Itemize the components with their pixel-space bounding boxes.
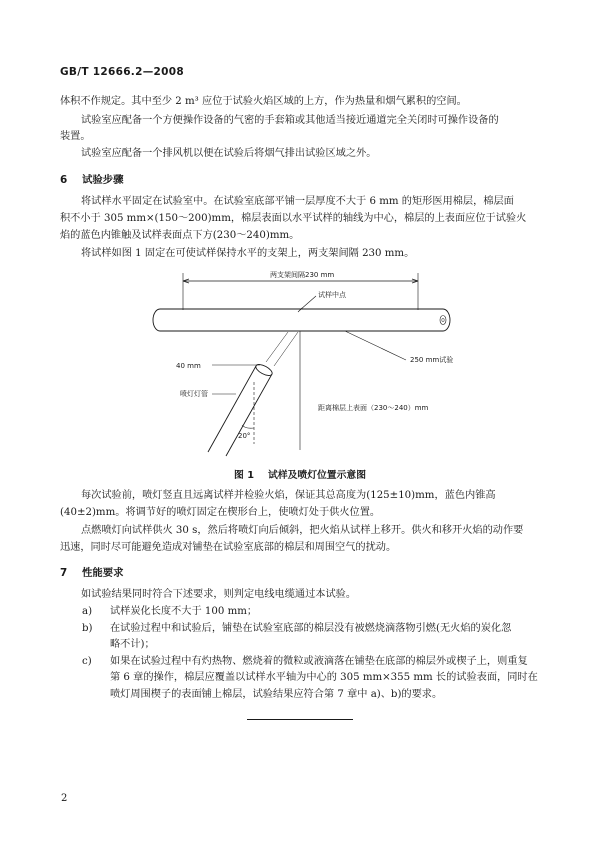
after-figure-para2-line-1: 点燃喷灯向试样供火 30 s，然后将喷灯向后倾斜，把火焰从试样上移开。供火和移开火焰的动作要 (81, 525, 524, 536)
specimen-leader (345, 331, 406, 360)
document-header: GB/T 12666.2—2008 (60, 66, 184, 78)
after-figure-para2-line-2: 迅速，同时尽可能避免造成对铺垫在试验室底部的棉层和周围空气的扰动。 (60, 542, 397, 553)
item-a-line-1: 试样炭化长度不大于 100 mm； (110, 606, 258, 617)
section-6-para2: 将试样如图 1 固定在可使试样保持水平的支架上，两支架间隔 230 mm。 (81, 248, 415, 259)
end-rule (247, 719, 353, 720)
item-c-mark: c) (82, 656, 92, 667)
section-6-para1-line-3: 焰的蓝色内锥触及试样表面点下方(230～240)mm。 (60, 230, 300, 241)
section-7-title: 性能要求 (82, 567, 124, 579)
figure-1-caption (0, 467, 600, 481)
midpoint-label: 试样中点 (318, 291, 346, 299)
length40-label: 40 mm (176, 362, 201, 370)
midpoint-leader (300, 296, 316, 310)
intro-para2-line-2: 装置。 (60, 131, 91, 142)
item-a-mark: a) (82, 606, 93, 617)
section-7-number: 7 (60, 567, 68, 579)
burner-label: 喷灯灯管 (180, 390, 208, 398)
specimen-tube (153, 309, 450, 331)
intro-para3: 试验室应配备一个排风机以便在试验后将烟气排出试验区域之外。 (81, 148, 377, 159)
span-label: 两支架间隔230 mm (270, 271, 335, 279)
intro-line-1: 体积不作规定。其中至少 2 m³ 应位于试验火焰区域的上方，作为热量和烟气累积的空间。 (60, 96, 467, 107)
figure-1-diagram (0, 262, 600, 462)
section-7-intro: 如试验结果同时符合下述要求，则判定电线电缆通过本试验。 (81, 589, 357, 600)
section-6-heading (60, 171, 124, 186)
figure-number: 图 1 (234, 470, 255, 481)
burner-tube (208, 362, 274, 456)
flame-guide-1 (266, 332, 288, 362)
angle-label: 20° (238, 432, 251, 440)
section-6-para1-line-1: 将试样水平固定在试验室中。在试验室底部平铺一层厚度不大于 6 mm 的矩形医用棉层，棉层面 (81, 196, 514, 207)
specimen-end-mark (440, 316, 446, 325)
item-c-line-3: 喷灯周围楔子的表面铺上棉层，试验结果应符合第 7 章中 a)、b)的要求。 (110, 689, 443, 700)
flame-guide-2 (274, 332, 298, 366)
figure-title: 试样及喷灯位置示意图 (268, 470, 366, 481)
page-number: 2 (61, 793, 68, 804)
item-c-line-2: 第 6 章的操作，棉层应覆盖以试样水平轴为中心的 305 mm×355 mm 长的试验表面，同时在 (110, 672, 538, 683)
section-6-title: 试验步骤 (82, 174, 124, 186)
section-7-heading (60, 564, 124, 579)
section-6-number: 6 (60, 174, 68, 186)
specimen-label: 250 mm试验 (410, 356, 454, 364)
after-figure-para1-line-1: 每次试验前，喷灯竖直且远离试样并检验火焰，保证其总高度为(125±10)mm，蓝色内锥高 (81, 490, 496, 501)
item-b-line-2: 略不计)； (110, 639, 155, 650)
angle-arc (242, 425, 254, 428)
item-b-mark: b) (82, 623, 93, 634)
distance-label: 距离棉层上表面（230～240）mm (318, 404, 429, 412)
item-b-line-1: 在试验过程中和试验后，铺垫在试验室底部的棉层没有被燃烧滴落物引燃(无火焰的炭化忽 (110, 623, 512, 634)
after-figure-para1-line-2: (40±2)mm。将调节好的喷灯固定在楔形台上，使喷灯处于供火位置。 (60, 507, 381, 518)
item-c-line-1: 如果在试验过程中有灼热物、燃烧着的微粒或液滴落在铺垫在底部的棉层外或楔子上，则重复 (110, 656, 528, 667)
intro-para2-line-1: 试验室应配备一个方便操作设备的气密的手套箱或其他适当接近通道完全关闭时可操作设备的 (81, 115, 499, 126)
section-6-para1-line-2: 积不小于 305 mm×(150～200)mm，棉层表面以水平试样的轴线为中心，棉层的上表面应位于试验火 (60, 213, 527, 224)
